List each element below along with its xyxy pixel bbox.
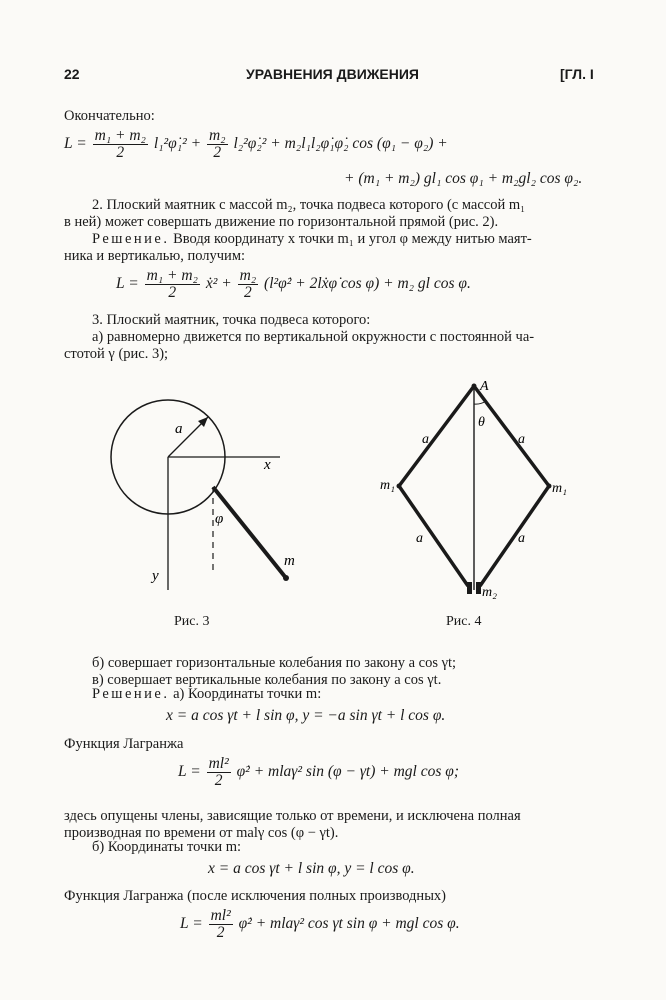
- equation-3: x = a cos γt + l sin φ, y = −a sin γt + l cos φ.: [166, 707, 446, 724]
- problem-2-line-1: 2. Плоский маятник с массой m₂, точка подвеса которого (с массой m₁: [92, 197, 526, 213]
- problem-2-line-2: в ней) может совершать движение по горизонтальной прямой (рис. 2).: [64, 214, 499, 230]
- problem-3-line-2: а) равномерно движется по вертикальной окружности с постоянной ча-: [92, 329, 535, 345]
- label-a: a: [518, 432, 525, 447]
- note-line-1: здесь опущены члены, зависящие только от времени, и исключена полная: [64, 808, 521, 824]
- mass-2-slider: [467, 582, 472, 594]
- label-a: a: [518, 531, 525, 546]
- problem-3-line-3: стотой γ (рис. 3);: [64, 346, 169, 362]
- running-title: УРАВНЕНИЯ ДВИЖЕНИЯ: [246, 66, 419, 82]
- pivot-point: [472, 384, 477, 389]
- finally-text: Окончательно:: [64, 108, 155, 124]
- rod-lower-right: [480, 486, 549, 586]
- fraction: $\frac{\text{m₁ + m₂}}{2}$: [146, 267, 198, 301]
- case-b: б) совершает горизонтальные колебания по закону a cos γt;: [92, 655, 457, 671]
- lagrange-title-1: Функция Лагранжа: [64, 736, 184, 752]
- label-y: y: [152, 568, 159, 584]
- lagrange-title-2: Функция Лагранжа (после исключения полных производных): [64, 888, 447, 904]
- equation-1-line-2: + (m₁ + m₂) gl₁ cos φ₁ + m₂gl₂ cos φ₂.: [344, 170, 583, 187]
- label-x: x: [264, 457, 271, 473]
- equation-2: L = $\frac{\text{m₁ + m₂}}{2}$ ẋ² + $\frac{\text{m₂}}{2}$ (l²φ̇² + 2lẋφ̇ cos φ) + m₂ gl cos φ.: [116, 267, 471, 301]
- mass-2-slider: [476, 582, 481, 594]
- fraction: $\frac{\text{m₂}}{2}$: [239, 267, 257, 301]
- label-A: A: [480, 379, 489, 394]
- label-a: a: [175, 421, 183, 437]
- fraction: $\frac{\text{ml²}}{2}$: [210, 907, 231, 941]
- mass-point: [283, 575, 289, 581]
- pendulum-rod: [213, 487, 286, 578]
- note-line-3: б) Координаты точки m:: [92, 839, 242, 855]
- figure-3: [100, 385, 320, 605]
- mass-1-left: [397, 484, 402, 489]
- figure-3-caption: Рис. 3: [174, 614, 210, 629]
- mass-1-right: [547, 484, 552, 489]
- label-a: a: [416, 531, 423, 546]
- label-m2: m₂: [482, 585, 497, 600]
- note-line-2: производная по времени от malγ cos (φ − γt).: [64, 825, 339, 841]
- label-m: m: [284, 553, 295, 569]
- fraction: $\frac{\text{m₂}}{2}$: [208, 127, 226, 161]
- rod-upper-left: [399, 386, 474, 486]
- problem-2-line-3: Решение. Вводя координату x точки m₁ и угол φ между нитью маят-: [92, 231, 532, 247]
- fraction: $\frac{\text{m₁ + m₂}}{2}$: [94, 127, 146, 161]
- equation-6: L = $\frac{\text{ml²}}{2}$ φ̇² + mlaγ² cos γt sin φ + mgl cos φ.: [180, 907, 460, 941]
- figure-4: [370, 370, 570, 610]
- equation-5: x = a cos γt + l sin φ, y = l cos φ.: [208, 860, 415, 877]
- label-m1: m₁: [552, 481, 567, 496]
- problem-2-line-4: ника и вертикалью, получим:: [64, 248, 246, 264]
- fraction: $\frac{\text{ml²}}{2}$: [208, 755, 229, 789]
- rod-lower-left: [399, 486, 468, 586]
- case-c: в) совершает вертикальные колебания по закону a cos γt.: [92, 672, 442, 688]
- label-m1: m₁: [380, 478, 395, 493]
- label-theta: θ: [478, 415, 485, 430]
- solution-3a: Решение. а) Координаты точки m:: [92, 686, 322, 702]
- page-number: 22: [64, 66, 80, 82]
- equation-4: L = $\frac{\text{ml²}}{2}$ φ̇² + mlaγ² sin (φ − γt) + mgl cos φ;: [178, 755, 459, 789]
- label-phi: φ: [215, 511, 224, 527]
- chapter-label: [ГЛ. I: [560, 66, 594, 82]
- problem-3-line-1: 3. Плоский маятник, точка подвеса которого:: [92, 312, 371, 328]
- equation-1: L = $\frac{\text{m₁ + m₂}}{2}$ l₁²φ̇₁² + $\frac{\text{m₂}}{2}$ l₂²φ̇₂² + m₂l₁l₂φ̇₁φ̇₂ cos (φ₁ − φ₂) +: [64, 127, 448, 161]
- label-a: a: [422, 432, 429, 447]
- figure-4-caption: Рис. 4: [446, 614, 482, 629]
